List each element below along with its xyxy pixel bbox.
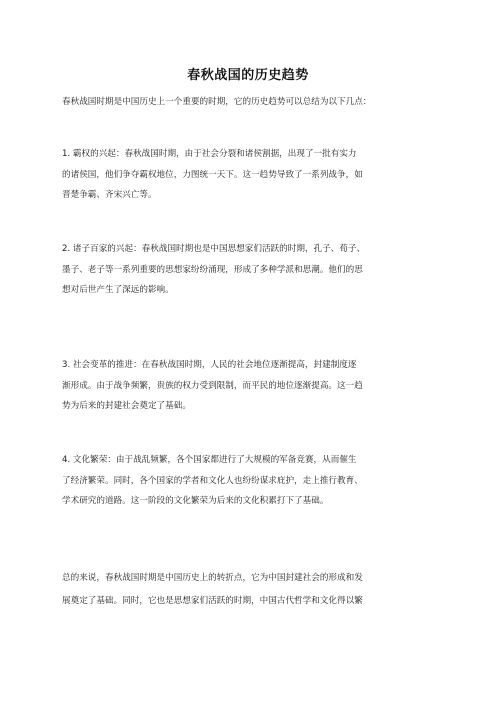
intro-paragraph: 春秋战国时期是中国历史上一个重要的时期，它的历史趋势可以总结为以下几点： bbox=[62, 97, 372, 107]
paragraph-line: 总的来说，春秋战国时期是中国历史上的转折点，它为中国封建社会的形成和发 bbox=[62, 573, 363, 583]
paragraph-line: 了经济繁荣。同时，各个国家的学者和文化人也纷纷谋求庇护，走上推行教育、 bbox=[62, 475, 363, 486]
paragraph-line: 渐形成。由于战争频繁，贵族的权力受到限制，而平民的地位逐渐提高。这一趋 bbox=[62, 380, 363, 391]
paragraph-line: 4. 文化繁荣：由于战乱频繁，各个国家都进行了大规模的军备竞赛，从而催生 bbox=[62, 455, 357, 465]
paragraph-line: 1. 霸权的兴起：春秋战国时期，由于社会分裂和诸侯割据，出现了一批有实力 bbox=[62, 149, 357, 159]
paragraph-line: 学术研究的道路。这一阶段的文化繁荣为后来的文化积累打下了基础。 bbox=[62, 496, 329, 506]
paragraph-line: 2. 诸子百家的兴起：春秋战国时期也是中国思想家们活跃的时期，孔子、荀子、 bbox=[62, 244, 366, 254]
paragraph-line: 的诸侯国，他们争夺霸权地位，力图统一天下。这一趋势导致了一系列战争，如 bbox=[62, 169, 363, 180]
paragraph-line: 展奠定了基础。同时，它也是思想家们活跃的时期，中国古代哲学和文化得以繁 bbox=[62, 595, 363, 606]
paragraph-cultural-prosperity bbox=[62, 450, 434, 512]
paragraph-line: 晋楚争霸、齐宋兴亡等。 bbox=[62, 190, 157, 200]
paragraph-social-reform bbox=[62, 355, 434, 417]
paragraph-line: 势为后来的封建社会奠定了基础。 bbox=[62, 401, 191, 411]
paragraph-hegemony bbox=[62, 144, 434, 206]
paragraph-hundred-schools bbox=[62, 239, 434, 301]
paragraph-summary bbox=[62, 567, 434, 612]
document-title: 春秋战国的历史趋势 bbox=[187, 68, 309, 83]
paragraph-line: 想对后世产生了深远的影响。 bbox=[62, 285, 174, 295]
paragraph-line: 墨子、老子等一系列重要的思想家纷纷涌现，形成了多种学派和思潮。他们的思 bbox=[62, 264, 363, 275]
paragraph-line: 3. 社会变革的推进：在春秋战国时期，人民的社会地位逐渐提高，封建制度逐 bbox=[62, 360, 357, 370]
